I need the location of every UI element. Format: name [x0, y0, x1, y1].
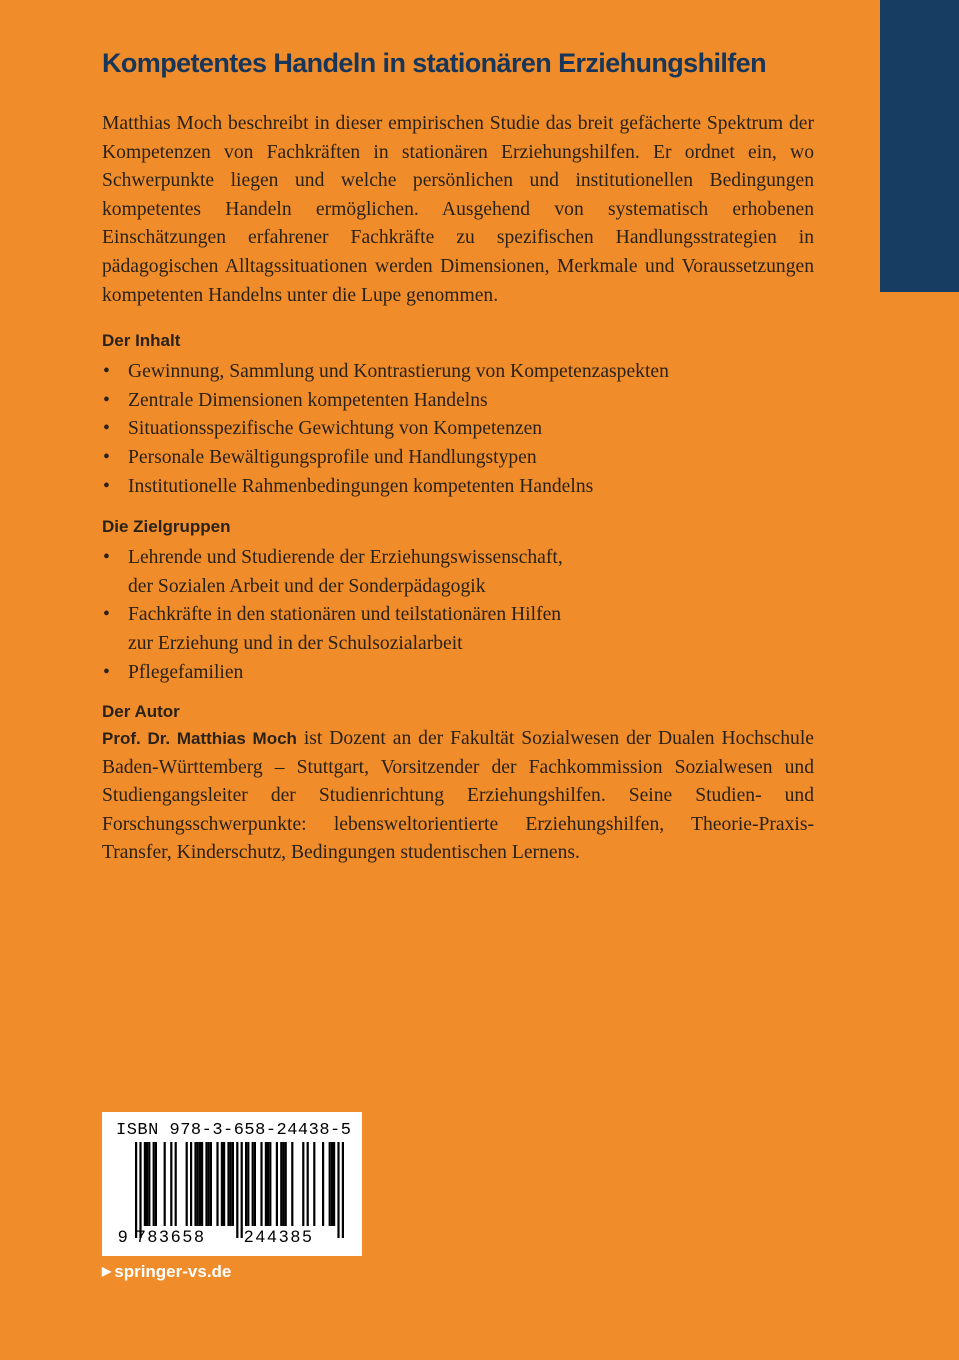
author-name: Prof. Dr. Matthias Moch — [102, 729, 297, 749]
list-item: • Zentrale Dimensionen kompetenten Handelns — [102, 387, 814, 416]
barcode-bar — [302, 1142, 304, 1226]
barcode-bar — [201, 1142, 203, 1226]
barcode-bar — [337, 1142, 339, 1238]
bullet-icon: • — [103, 389, 110, 411]
barcode-bar — [186, 1142, 188, 1226]
barcode-bar — [210, 1142, 212, 1226]
barcode-bar — [205, 1142, 207, 1226]
barcode-bar — [322, 1142, 324, 1226]
barcode-bar — [155, 1142, 157, 1226]
barcode-bar — [190, 1142, 192, 1226]
contents-heading: Der Inhalt — [102, 331, 181, 351]
accent-color-tab — [880, 0, 959, 292]
book-title: Kompetentes Handeln in stationären Erziehungshilfen — [102, 48, 766, 78]
barcode-bar — [333, 1142, 335, 1226]
barcode-bar — [197, 1142, 199, 1226]
barcode-bar — [254, 1142, 256, 1226]
barcode-bar — [199, 1142, 201, 1226]
barcode-bar — [342, 1142, 344, 1238]
barcode-bar — [236, 1142, 238, 1238]
list-item: • Institutionelle Rahmenbedingungen kompetenten Handelns — [102, 473, 814, 502]
barcode-bar — [146, 1142, 148, 1226]
barcode-bar — [232, 1142, 234, 1226]
barcode-bar — [276, 1142, 278, 1226]
barcode-bar — [291, 1142, 293, 1226]
barcode-bar — [153, 1142, 155, 1226]
bullet-icon: • — [103, 361, 110, 383]
target-groups-list — [102, 544, 814, 687]
target-groups-heading: Die Zielgruppen — [102, 517, 231, 537]
barcode-bar — [221, 1142, 223, 1226]
list-item: • Personale Bewältigungsprofile und Handlungstypen — [102, 444, 814, 473]
ean-first-digit: 9 — [118, 1227, 128, 1246]
list-item: • Fachkräfte in den stationären und teilstationären Hilfen zur Erziehung und in der Schulsozialarbeit — [102, 601, 814, 658]
back-cover-text — [102, 110, 814, 868]
author-heading: Der Autor — [102, 702, 180, 722]
list-item: • Lehrende und Studierende der Erziehungswissenschaft, der Sozialen Arbeit und der Sonderpädagogik — [102, 544, 814, 601]
bullet-icon: • — [103, 547, 110, 569]
intro-paragraph: Matthias Moch beschreibt in dieser empirischen Studie das breit gefächerte Spektrum der Kompetenzen von Fachkräften in stationären Erziehungshilfen. Er ordnet ein, wo Schwerpunkte liegen und welche persönlichen und institutionellen Bedingungen kompetentes Handeln ermöglichen. Ausgehend von systematisch erhobenen Einschätzungen erfahrener Fachkräfte zu spezifischen Handlungsstrategien in pädagogischen Alltagssituationen werden Dimensionen, Merkmale und Voraussetzungen kompetenten Handelns unter die Lupe genommen. — [102, 113, 814, 306]
list-item: • Pflegefamilien — [102, 659, 814, 688]
publisher-url: springer-vs.de — [114, 1262, 232, 1281]
barcode-bar — [282, 1142, 284, 1226]
barcode-bar — [265, 1142, 267, 1226]
ean-right-digits: 244385 — [244, 1227, 314, 1246]
barcode-bar — [223, 1142, 225, 1226]
author-bio — [102, 725, 814, 868]
list-item: • Situationsspezifische Gewichtung von Kompetenzen — [102, 415, 814, 444]
barcode-bar — [135, 1142, 137, 1238]
barcode-bar — [230, 1142, 232, 1226]
play-triangle-icon: ▶ — [102, 1264, 112, 1278]
barcode-bar — [331, 1142, 333, 1226]
bullet-icon: • — [103, 446, 110, 468]
bullet-icon: • — [103, 604, 110, 626]
barcode-bar — [313, 1142, 315, 1226]
barcode-bar — [148, 1142, 150, 1226]
barcode-bar — [280, 1142, 282, 1226]
barcode-bar — [252, 1142, 254, 1226]
barcode-bar — [139, 1142, 141, 1238]
publisher-link[interactable] — [102, 1262, 231, 1282]
barcode-bar — [269, 1142, 271, 1226]
bullet-icon: • — [103, 418, 110, 440]
barcode-bar — [285, 1142, 287, 1226]
barcode-bar — [175, 1142, 177, 1226]
ean-left-digits: 783658 — [136, 1227, 206, 1246]
barcode-bar — [194, 1142, 196, 1226]
barcode-bar — [216, 1142, 218, 1226]
barcode-bar — [241, 1142, 243, 1238]
barcode-bar — [144, 1142, 146, 1226]
bullet-icon: • — [103, 475, 110, 497]
barcode-bar — [227, 1142, 229, 1226]
bullet-icon: • — [103, 661, 110, 683]
barcode-bar — [245, 1142, 247, 1226]
author-bio-text: ist Dozent an der Fakultät Sozialwesen der Dualen Hochschule Baden-Württemberg – Stuttgart, Vorsitzender der Fachkommission Sozialwesen und Studiengangsleiter der Studienrichtung Erziehungshilfen. Seine Studien- und Forschungsschwerpunkte: lebensweltorientierte Erziehungshilfen, Theorie-Praxis-Transfer, Kinderschutz, Bedingungen studentischen Lernens. — [102, 728, 814, 864]
isbn-label: ISBN 978-3-658-24438-5 — [116, 1121, 352, 1140]
barcode-bar — [164, 1142, 166, 1226]
isbn-barcode — [102, 1112, 362, 1256]
barcode-bar — [247, 1142, 249, 1226]
barcode-bar — [170, 1142, 172, 1226]
list-item: • Gewinnung, Sammlung und Kontrastierung von Kompetenzaspekten — [102, 358, 814, 387]
contents-list — [102, 358, 814, 501]
barcode-bar — [329, 1142, 331, 1226]
barcode-bar — [260, 1142, 262, 1226]
barcode-bar — [307, 1142, 309, 1226]
barcode-bar — [208, 1142, 210, 1226]
barcode-bar — [267, 1142, 269, 1226]
